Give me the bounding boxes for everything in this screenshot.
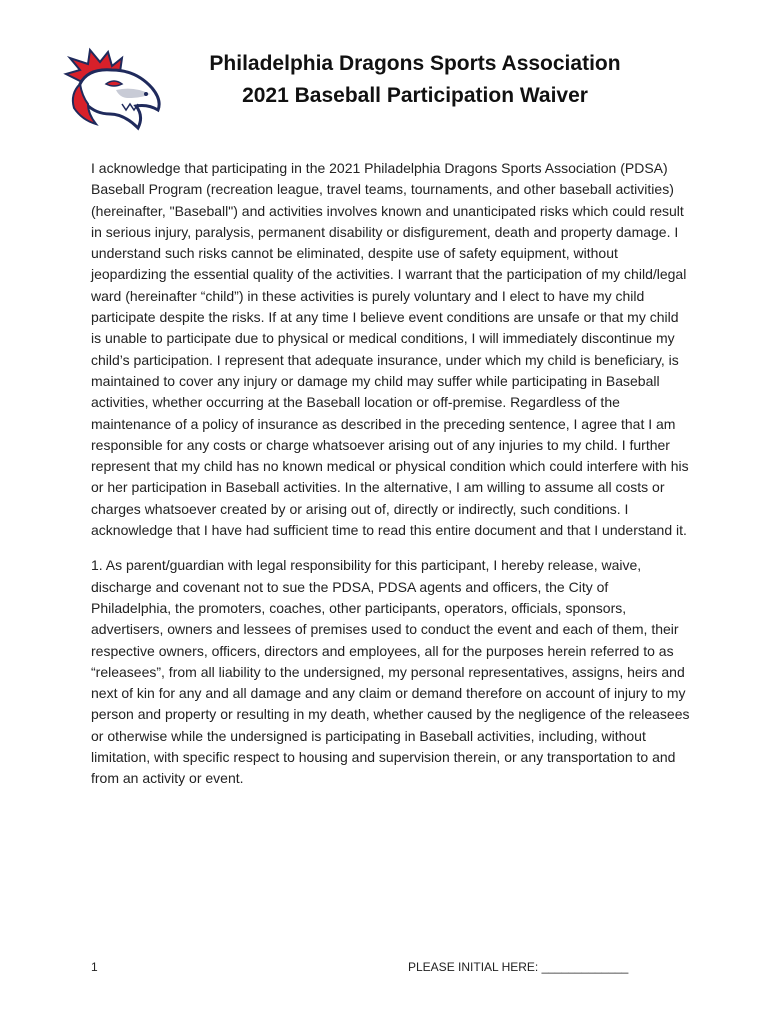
dragon-head-logo	[62, 44, 168, 132]
waiver-body	[91, 158, 691, 804]
acknowledgement-paragraph: I acknowledge that participating in the 2021 Philadelphia Dragons Sports Association (PDSA) Baseball Program (recreation league, travel teams, tournaments, and other baseball activities) (hereinafter, "Baseball") and activities involves known and unanticipated risks which could result in serious injury, paralysis, permanent disability or disfigurement, death and property damage. I understand such risks cannot be eliminated, despite use of safety equipment, without jeopardizing the essential quality of the activities. I warrant that the participation of my child/legal ward (hereinafter “child”) in these activities is purely voluntary and I elect to have my child participate despite the risks. If at any time I believe event conditions are unsafe or that my child is unable to participate due to physical or medical conditions, I will immediately discontinue my child’s participation. I represent that adequate insurance, under which my child is beneficiary, is maintained to cover any injury or damage my child may suffer while participating in Baseball activities, whether occurring at the Baseball location or off-premise. Regardless of the maintenance of a policy of insurance as described in the preceding sentence, I agree that I am responsible for any costs or charge whatsoever arising out of any injuries to my child. I further represent that my child has no known medical or physical condition which could interfere with his or her participation in Baseball activities. In the alternative, I am willing to assume all costs or charges whatsoever created by or arising out of, directly or indirectly, such conditions. I acknowledge that I have had sufficient time to read this entire document and that I understand it.	[91, 160, 689, 539]
page-number: 1	[91, 960, 98, 974]
title-line-2: 2021 Baseball Participation Waiver	[242, 84, 588, 107]
page-footer	[0, 960, 770, 980]
page-title	[180, 48, 650, 112]
initial-here-field[interactable]: PLEASE INITIAL HERE: _____________	[408, 960, 629, 974]
release-paragraph: 1. As parent/guardian with legal responsibility for this participant, I hereby release, waive, discharge and covenant not to sue the PDSA, PDSA agents and officers, the City of Philadelphia, the promoters, coaches, other participants, operators, officials, sponsors, advertisers, owners and lessees of premises used to conduct the event and each of them, their respective owners, officers, directors and employees, all for the purposes herein referred to as “releasees”, from all liability to the undersigned, my personal representatives, assigns, heirs and next of kin for any and all damage and any claim or demand therefore on account of injury to my person and property or resulting in my death, whether caused by the negligence of the releasees or otherwise while the undersigned is participating in Baseball activities, including, without limitation, with specific respect to housing and supervision therein, or any transportation to and from an activity or event.	[91, 557, 690, 787]
title-line-1: Philadelphia Dragons Sports Association	[209, 52, 621, 75]
